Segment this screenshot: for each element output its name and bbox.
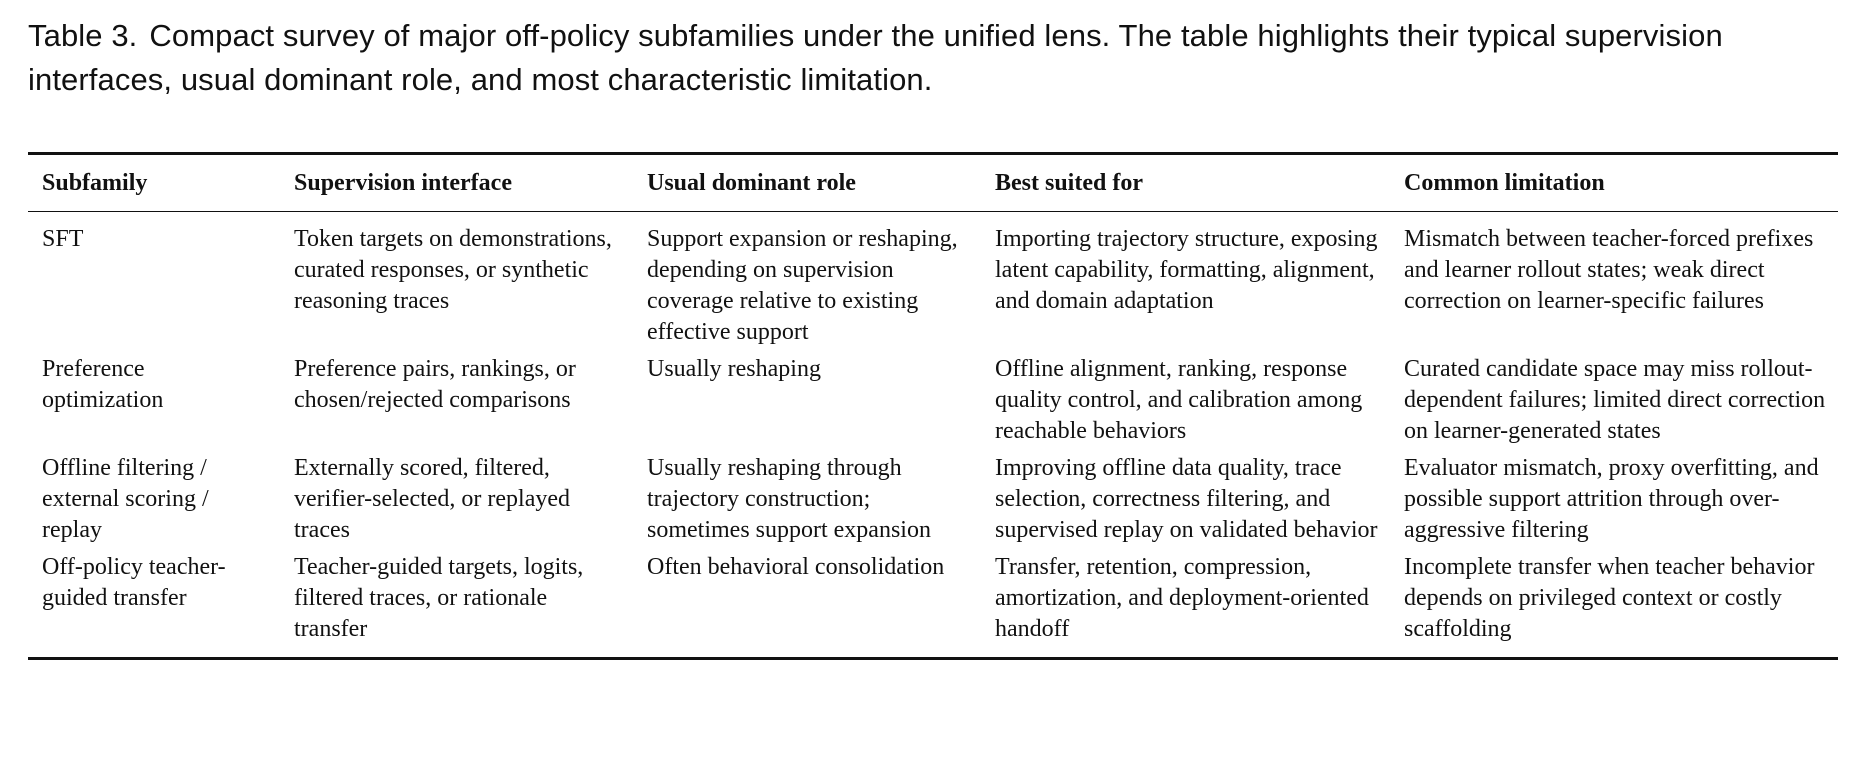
cell-dominant-role: Often behavioral consolidation <box>647 554 945 580</box>
table-label: Table 3. <box>28 18 138 53</box>
cell-common-limitation: Curated candidate space may miss rollout-dependent failures; limited direct correction on learner-generated states <box>1404 356 1826 444</box>
cell-dominant-role: Usually reshaping <box>647 356 821 382</box>
cell-supervision-interface: Externally scored, filtered, verifier-selected, or replayed traces <box>294 455 571 543</box>
cell-dominant-role: Usually reshaping through trajectory construction; sometimes support expansion <box>647 455 931 543</box>
survey-table <box>28 152 1838 660</box>
cell-best-suited-for: Improving offline data quality, trace selection, correctness filtering, and supervised replay on validated behavior <box>995 455 1378 543</box>
table-row <box>28 552 1838 659</box>
table-row <box>28 453 1838 552</box>
caption-text: Compact survey of major off-policy subfamilies under the unified lens. The table highlights their typical supervision interfaces, usual dominant role, and most characteristic limitation. <box>28 18 1723 97</box>
cell-best-suited-for: Offline alignment, ranking, response quality control, and calibration among reachable behaviors <box>995 356 1363 444</box>
cell-supervision-interface: Teacher-guided targets, logits, filtered traces, or rationale transfer <box>294 554 584 642</box>
cell-common-limitation: Incomplete transfer when teacher behavior depends on privileged context or costly scaffolding <box>1404 554 1815 642</box>
survey-table-container <box>28 152 1838 660</box>
cell-supervision-interface: Token targets on demonstrations, curated responses, or synthetic reasoning traces <box>294 226 612 314</box>
cell-subfamily: Off-policy teacher-guided transfer <box>42 554 226 611</box>
cell-best-suited-for: Importing trajectory structure, exposing latent capability, formatting, alignment, and domain adaptation <box>995 226 1378 314</box>
header-usual-dominant-role: Usual dominant role <box>647 170 856 196</box>
header-common-limitation: Common limitation <box>1404 170 1605 196</box>
cell-dominant-role: Support expansion or reshaping, depending on supervision coverage relative to existing effective support <box>647 226 958 345</box>
header-best-suited-for: Best suited for <box>995 170 1143 196</box>
header-row <box>28 154 1838 212</box>
table-row <box>28 212 1838 355</box>
cell-supervision-interface: Preference pairs, rankings, or chosen/rejected comparisons <box>294 356 576 413</box>
cell-subfamily: SFT <box>42 226 84 252</box>
cell-best-suited-for: Transfer, retention, compression, amortization, and deployment-oriented handoff <box>995 554 1369 642</box>
cell-subfamily: Offline filtering / external scoring / replay <box>42 455 209 543</box>
header-subfamily: Subfamily <box>42 170 148 196</box>
cell-subfamily: Preference optimization <box>42 356 164 413</box>
table-row <box>28 354 1838 453</box>
table-caption <box>28 14 1848 102</box>
cell-common-limitation: Mismatch between teacher-forced prefixes and learner rollout states; weak direct correction on learner-specific failures <box>1404 226 1814 314</box>
header-supervision-interface: Supervision interface <box>294 170 512 196</box>
cell-common-limitation: Evaluator mismatch, proxy overfitting, and possible support attrition through over-aggressive filtering <box>1404 455 1819 543</box>
